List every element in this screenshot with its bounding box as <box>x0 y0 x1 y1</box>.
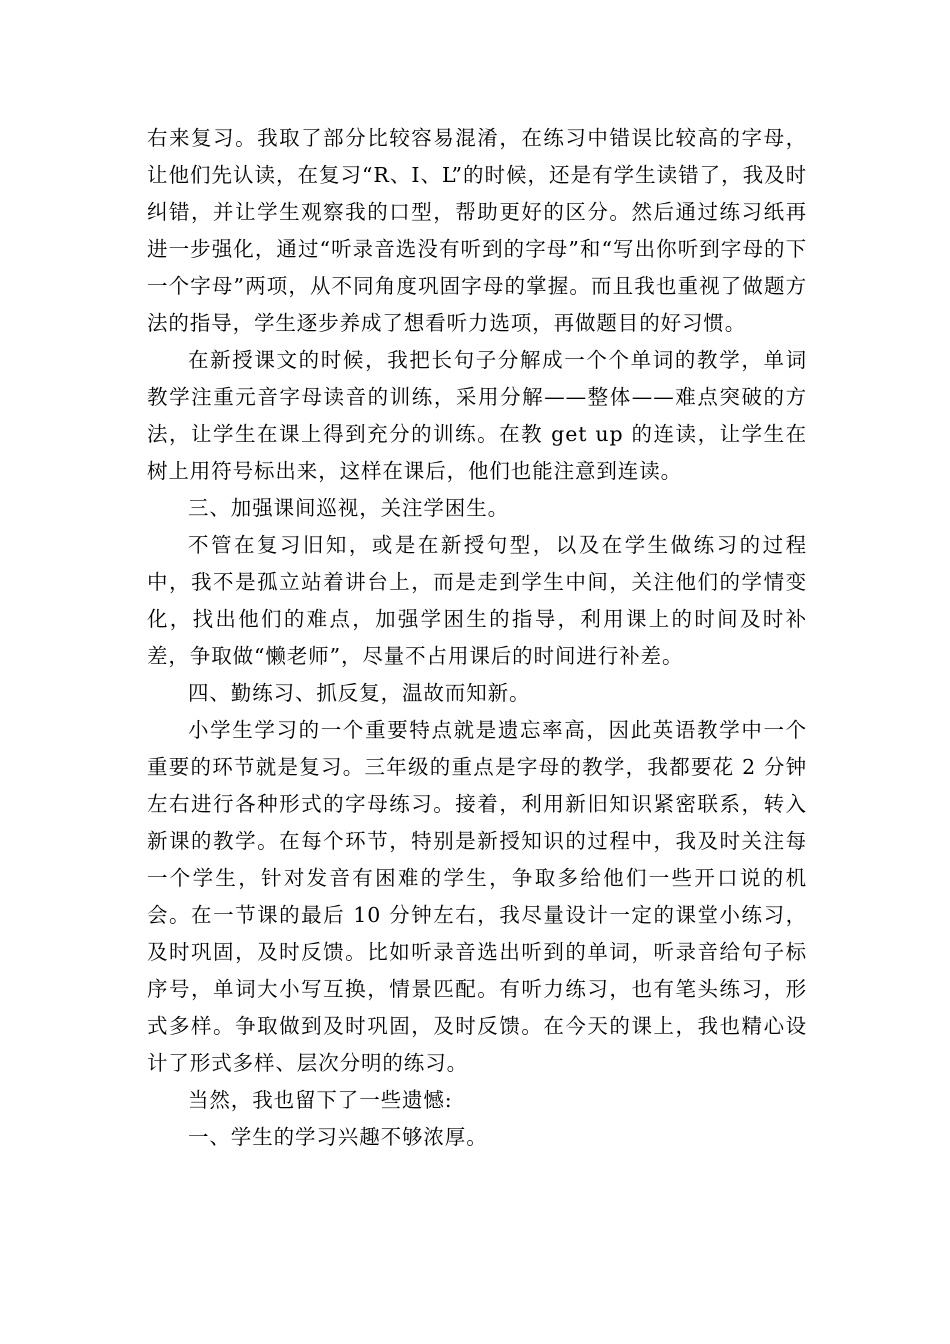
paragraph-regrets: 当然，我也留下了一些遗憾: <box>188 1088 453 1112</box>
heading-regret-one: 一、学生的学习兴趣不够浓厚。 <box>188 1125 488 1149</box>
document-body <box>147 120 807 1156</box>
paragraph-classroom-patrol: 不管在复习旧知，或是在新授句型，以及在学生做练习的过程中，我不是孤立站着讲台上，而是走到学生中间，关注他们的学情变化，找出他们的难点，加强学困生的指导，利用课上的时间及时补差，争取做“懒老师”，尽量不占用课后的时间进行补差。 <box>147 533 807 668</box>
paragraph-new-lesson: 在新授课文的时候，我把长句子分解成一个个单词的教学，单词教学注重元音字母读音的训练，采用分解——整体——难点突破的方法，让学生在课上得到充分的训练。在教 get up 的连读，让学生在树上用符号标出来，这样在课后，他们也能注意到连读。 <box>147 348 807 483</box>
paragraph-review-letters: 右来复习。我取了部分比较容易混淆，在练习中错误比较高的字母，让他们先认读，在复习“R、I、L”的时候，还是有学生读错了，我及时纠错，并让学生观察我的口型，帮助更好的区分。然后通过练习纸再进一步强化，通过“听录音选没有听到的字母”和“写出你听到字母的下一个字母”两项，从不同角度巩固字母的掌握。而且我也重视了做题方法的指导，学生逐步养成了想看听力选项，再做题目的好习惯。 <box>147 126 807 335</box>
paragraph-practice: 小学生学习的一个重要特点就是遗忘率高，因此英语教学中一个重要的环节就是复习。三年级的重点是字母的教学，我都要花 2 分钟左右进行各种形式的字母练习。接着，利用新旧知识紧密联系，转入新课的教学。在每个环节，特别是新授知识的过程中，我及时关注每一个学生，针对发音有困难的学生，争取多给他们一些开口说的机会。在一节课的最后 10 分钟左右，我尽量设计一定的课堂小练习，及时巩固，及时反馈。比如听录音选出听到的单词，听录音给句子标序号，单词大小写互换，情景匹配。有听力练习，也有笔头练习，形式多样。争取做到及时巩固，及时反馈。在今天的课上，我也精心设计了形式多样、层次分明的练习。 <box>147 718 807 1075</box>
heading-classroom-patrol: 三、加强课间巡视，关注学困生。 <box>188 496 509 520</box>
heading-practice: 四、勤练习、抓反复，温故而知新。 <box>188 681 531 705</box>
